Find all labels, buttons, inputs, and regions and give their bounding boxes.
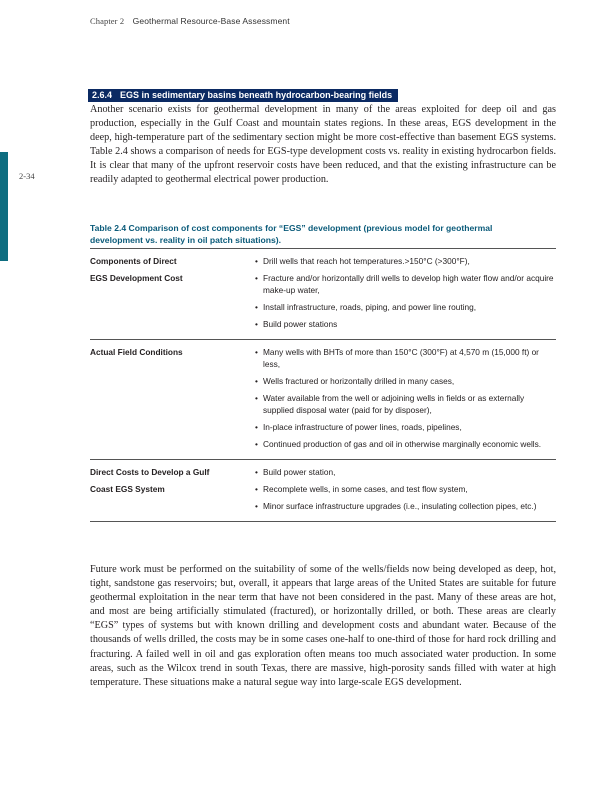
table-row: [90, 460, 556, 522]
margin-color-bar: [0, 152, 8, 261]
bullet-item: • Build power stations: [255, 318, 556, 330]
section-title: EGS in sedimentary basins beneath hydrocarbon-bearing fields: [120, 90, 393, 100]
row-label-line: Actual Field Conditions: [90, 347, 183, 357]
row-label: [90, 343, 255, 455]
row-label-line: Coast EGS System: [90, 484, 165, 494]
table-row: [90, 340, 556, 460]
bullet-item: • Continued production of gas and oil in otherwise marginally economic wells.: [255, 438, 556, 450]
bullet-item: • Many wells with BHTs of more than 150°C (300°F) at 4,570 m (15,000 ft) or less,: [255, 346, 556, 370]
row-label-line: Direct Costs to Develop a Gulf: [90, 467, 210, 477]
bullet-item: • Drill wells that reach hot temperatures.>150°C (>300°F),: [255, 255, 556, 267]
row-label: [90, 252, 255, 335]
section-number: 2.6.4: [92, 90, 113, 100]
row-bullets: [255, 343, 556, 455]
bullet-item: • Minor surface infrastructure upgrades (i.e., insulating collection pipes, etc.): [255, 500, 556, 512]
bullet-item: • Fracture and/or horizontally drill wells to develop high water flow and/or acquire make-up water,: [255, 272, 556, 296]
row-label: [90, 463, 255, 517]
bullet-item: • Build power station,: [255, 466, 556, 478]
page-number: 2-34: [19, 171, 35, 181]
table-caption: Table 2.4 Comparison of cost components for “EGS” development (previous model for geothermal development vs. reality in oil patch situations).: [90, 223, 493, 245]
bullet-item: • Water available from the well or adjoining wells in fields or as externally supplied disposal water (paid for by disposer),: [255, 392, 556, 416]
bullet-item: • Wells fractured or horizontally drilled in many cases,: [255, 375, 556, 387]
comparison-table: [90, 248, 556, 522]
section-heading: [88, 89, 398, 102]
body-paragraph-1: Another scenario exists for geothermal development in many of the areas exploited for deep oil and gas production, especially in the Gulf Coast and mountain states regions. In these areas, EGS development in the deep, high-temperature part of the sedimentary section might be more cost-effective than basement EGS systems. Table 2.4 shows a comparison of needs for EGS-type development costs vs. reality in existing hydrocarbon fields. It is clear that many of the upfront reservoir costs have been reduced, and that the existing infrastructure can be readily adapted to geothermal electrical power production.: [90, 104, 556, 186]
running-header: [90, 16, 290, 26]
row-bullets: [255, 252, 556, 335]
chapter-label: Chapter 2: [90, 16, 125, 26]
bullet-item: • Recomplete wells, in some cases, and test flow system,: [255, 483, 556, 495]
table-row: [90, 249, 556, 340]
body-paragraph-2: Future work must be performed on the suitability of some of the wells/fields now being developed as deep, hot, tight, sandstone gas reservoirs; but, overall, it appears that large areas of the United States are suitable for future geothermal exploitation in the near term that have not been considered in the past. Many of these areas are hot, and most are being artificially stimulated (fractured), or horizontally drilled, or both. These areas are clearly “EGS” types of systems but with known drilling and development costs and abundant water. Because of the thousands of wells drilled, the costs may be in some cases one-half to one-third of those for hard rock drilling and fracturing. A failed well in oil and gas exploration often means too much associated water production. In some areas, such as the Wilcox trend in south Texas, there are massive, high-porosity sands filled with water at high temperature. These situations make a natural segue way into large-scale EGS development.: [90, 564, 556, 688]
row-label-line: Components of Direct: [90, 256, 177, 266]
chapter-title: Geothermal Resource-Base Assessment: [132, 16, 290, 26]
bullet-item: • Install infrastructure, roads, piping, and power line routing,: [255, 301, 556, 313]
bullet-item: • In-place infrastructure of power lines, roads, pipelines,: [255, 421, 556, 433]
row-bullets: [255, 463, 556, 517]
row-label-line: EGS Development Cost: [90, 273, 183, 283]
